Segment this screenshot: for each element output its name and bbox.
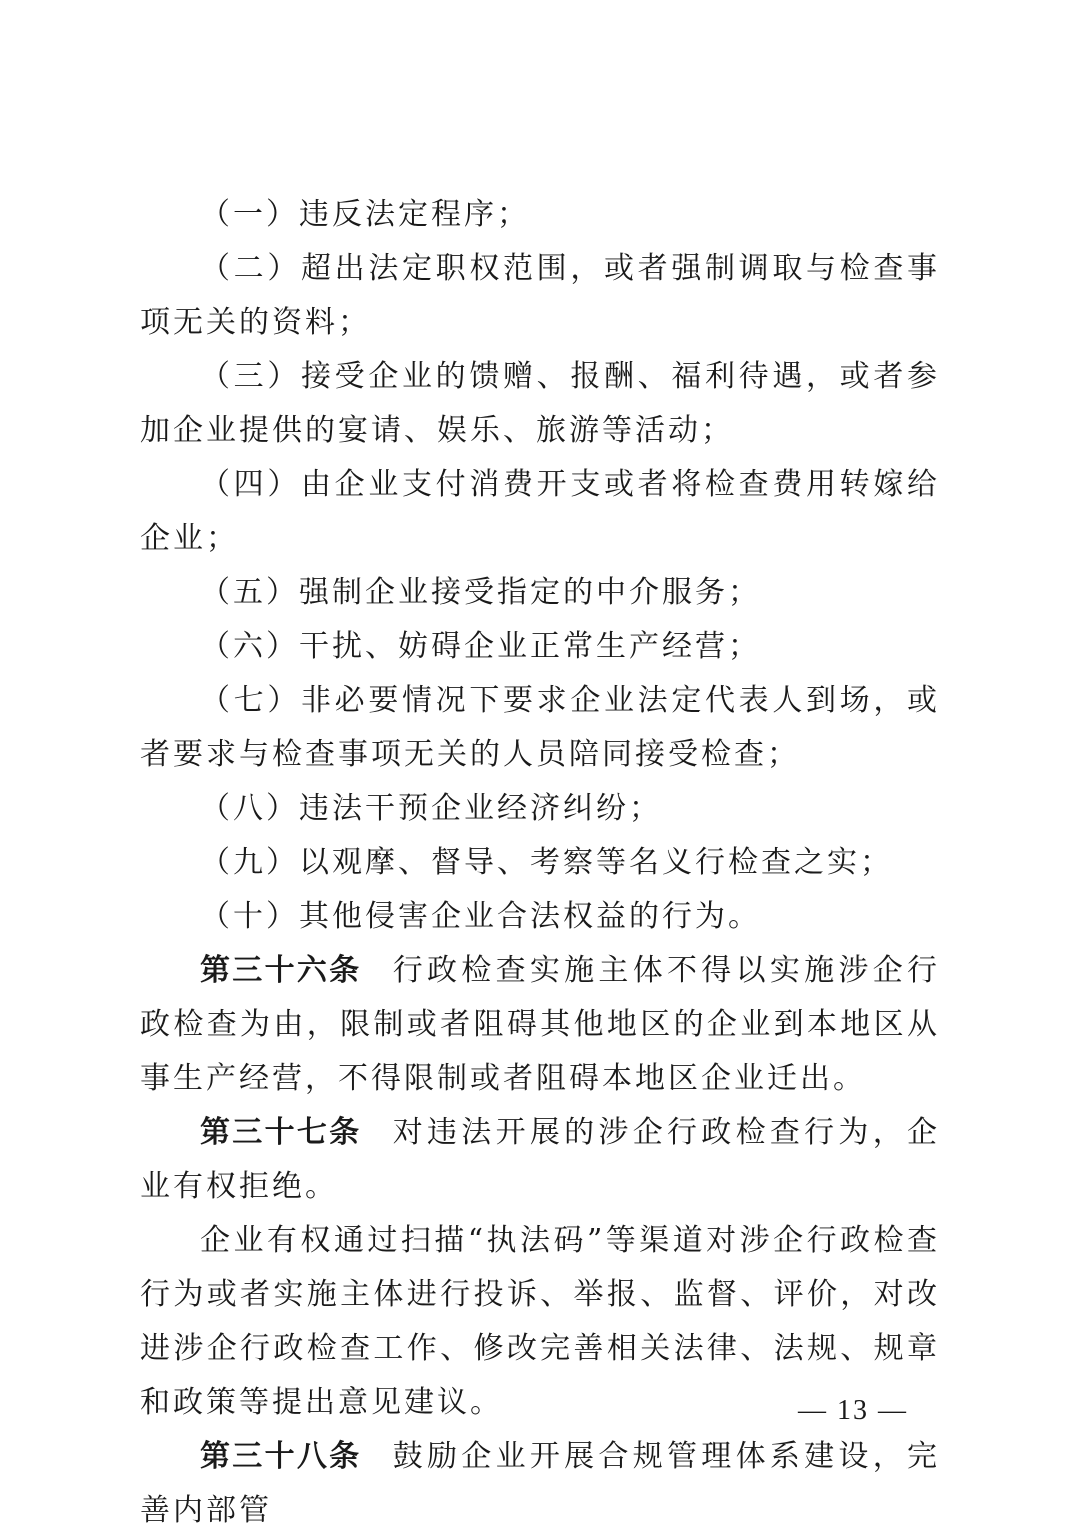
article-37-paragraph-2: 企业有权通过扫描“执法码”等渠道对涉企行政检查行为或者实施主体进行投诉、举报、监督、评价，对改进涉企行政检查工作、修改完善相关法律、法规、规章和政策等提出意见建议。 bbox=[140, 1223, 940, 1420]
list-item-8: （八）违法干预企业经济纠纷； bbox=[200, 791, 662, 826]
article-36-text: 行政检查实施主体不得以实施涉企行政检查为由，限制或者阻碍其他地区的企业到本地区从事生产经营，不得限制或者阻碍本地区企业迁出。 bbox=[140, 953, 941, 1096]
list-item-3: （三）接受企业的馈赠、报酬、福利待遇，或者参加企业提供的宴请、娱乐、旅游等活动； bbox=[140, 359, 940, 448]
list-item-2: （二）超出法定职权范围，或者强制调取与检查事项无关的资料； bbox=[140, 251, 940, 340]
article-37-label: 第三十七条 bbox=[200, 1115, 362, 1150]
list-item-10: （十）其他侵害企业合法权益的行为。 bbox=[200, 899, 761, 934]
list-item-7: （七）非必要情况下要求企业法定代表人到场，或者要求与检查事项无关的人员陪同接受检查； bbox=[140, 683, 940, 772]
article-38-label: 第三十八条 bbox=[200, 1439, 362, 1474]
article-37-text: 对违法开展的涉企行政检查行为，企业有权拒绝。 bbox=[140, 1115, 941, 1204]
list-item-6: （六）干扰、妨碍企业正常生产经营； bbox=[200, 629, 761, 664]
article-38-text: 鼓励企业开展合规管理体系建设，完善内部管 bbox=[140, 1439, 941, 1528]
list-item-9: （九）以观摩、督导、考察等名义行检查之实； bbox=[200, 845, 893, 880]
list-item-1: （一）违反法定程序； bbox=[200, 197, 530, 232]
list-item-4: （四）由企业支付消费开支或者将检查费用转嫁给企业； bbox=[140, 467, 940, 556]
page-number: — 13 — bbox=[798, 1395, 908, 1426]
article-36 bbox=[140, 944, 940, 1106]
article-37 bbox=[140, 1106, 940, 1214]
document-body bbox=[140, 188, 940, 1538]
list-item-5: （五）强制企业接受指定的中介服务； bbox=[200, 575, 761, 610]
article-36-label: 第三十六条 bbox=[200, 953, 362, 988]
article-38 bbox=[140, 1430, 940, 1538]
